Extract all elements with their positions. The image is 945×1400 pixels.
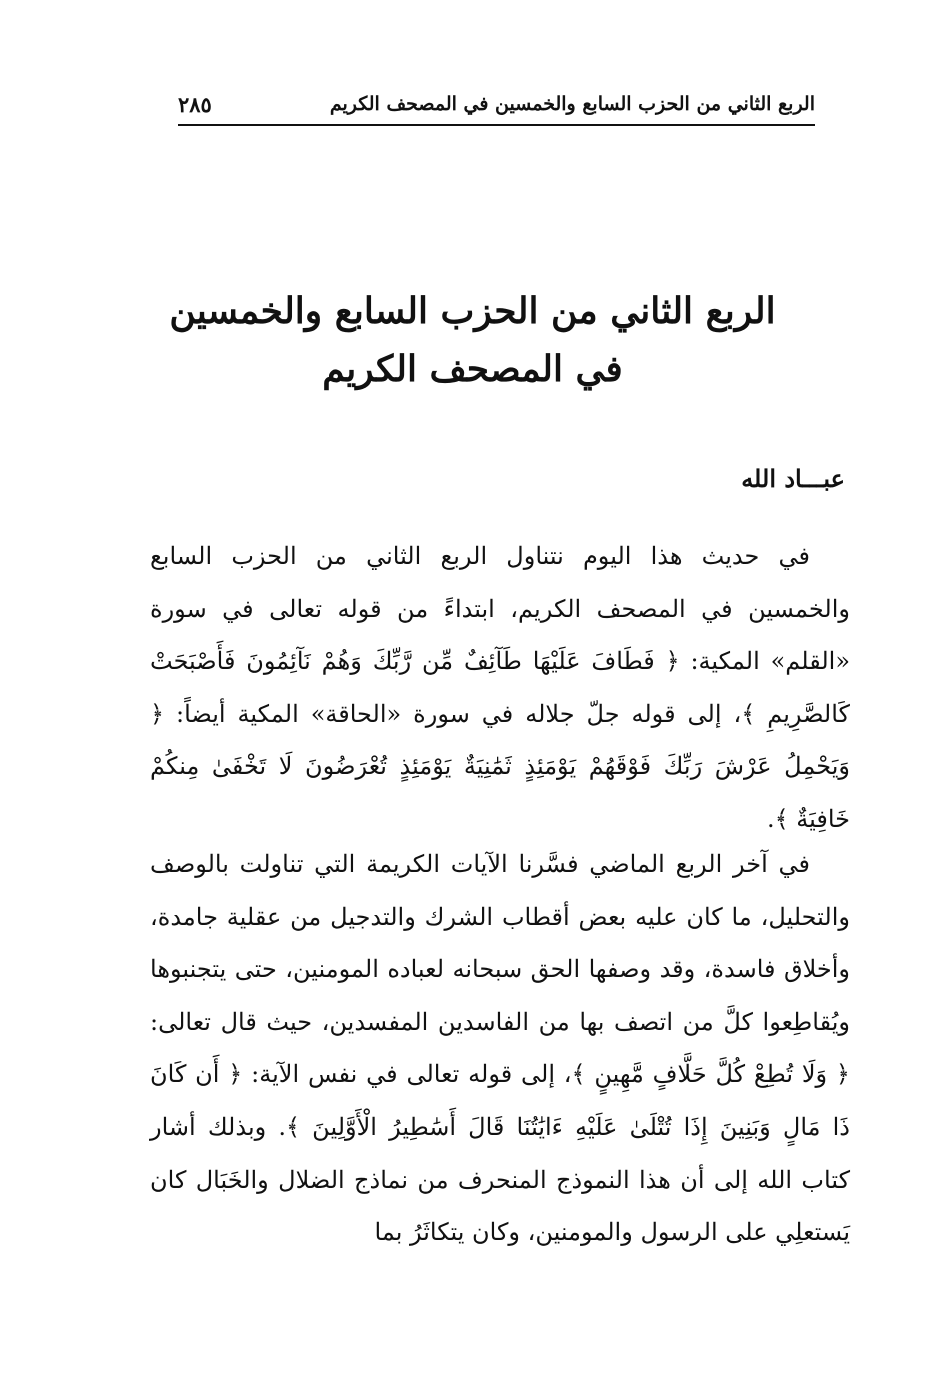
page-number: ٢٨٥ (178, 91, 212, 117)
running-title: الربع الثاني من الحزب السابع والخمسين في المصحف الكريم (329, 93, 815, 115)
running-header (178, 84, 815, 126)
chapter-title (150, 282, 795, 398)
address-heading: عبـــاد الله (741, 464, 845, 493)
chapter-title-line-2: في المصحف الكريم (322, 348, 623, 390)
paragraph-2-text: في آخر الربع الماضي فسَّرنا الآيات الكريمة التي تناولت بالوصف والتحليل، ما كان عليه بعض أقطاب الشرك والتدجيل من عقلية جامدة، وأخلاق فاسدة، وقد وصفها الحق سبحانه لعباده المومنين، حتى يتجنبوها ويُقاطِعوا كلَّ من اتصف بها من الفاسدين المفسدين، حيث قال تعالى: ﴿ وَلَا تُطِعْ كُلَّ حَلَّافٍ مَّهِينٍ ﴾، إلى قوله تعالى في نفس الآية: ﴿ أَن كَانَ ذَا مَالٍ وَبَنِينَ إِذَا تُتْلَىٰ عَلَيْهِ ءَايَٰتُنَا قَالَ أَسَٰطِيرُ الْأَوَّلِينَ ﴾. وبذلك أشار كتاب الله إلى أن هذا النموذج المنحرف من نماذج الضلال والخَبَال كان يَستعلِي على الرسول والمومنين، وكان يتكاثَرُ بما (150, 850, 850, 1247)
paragraph-1-text: في حديث هذا اليوم نتناول الربع الثاني من الحزب السابع والخمسين في المصحف الكريم، ابتداءً من قوله تعالى في سورة «القلم» المكية: ﴿ فَطَافَ عَلَيْهَا طَآئِفٌ مِّن رَّبِّكَ وَهُمْ نَآئِمُونَ فَأَصْبَحَتْ كَالصَّرِيمِ ﴾، إلى قوله جلّ جلاله في سورة «الحاقة» المكية أيضاً: ﴿ وَيَحْمِلُ عَرْشَ رَبِّكَ فَوْقَهُمْ يَوْمَئِذٍ ثَمَٰنِيَةٌ يَوْمَئِذٍ تُعْرَضُونَ لَا تَخْفَىٰ مِنكُمْ خَافِيَةٌ ﴾. (150, 542, 850, 833)
paragraph-1 (150, 530, 850, 846)
chapter-title-line-1: الربع الثاني من الحزب السابع والخمسين (169, 290, 776, 332)
paragraph-2 (150, 838, 850, 1259)
